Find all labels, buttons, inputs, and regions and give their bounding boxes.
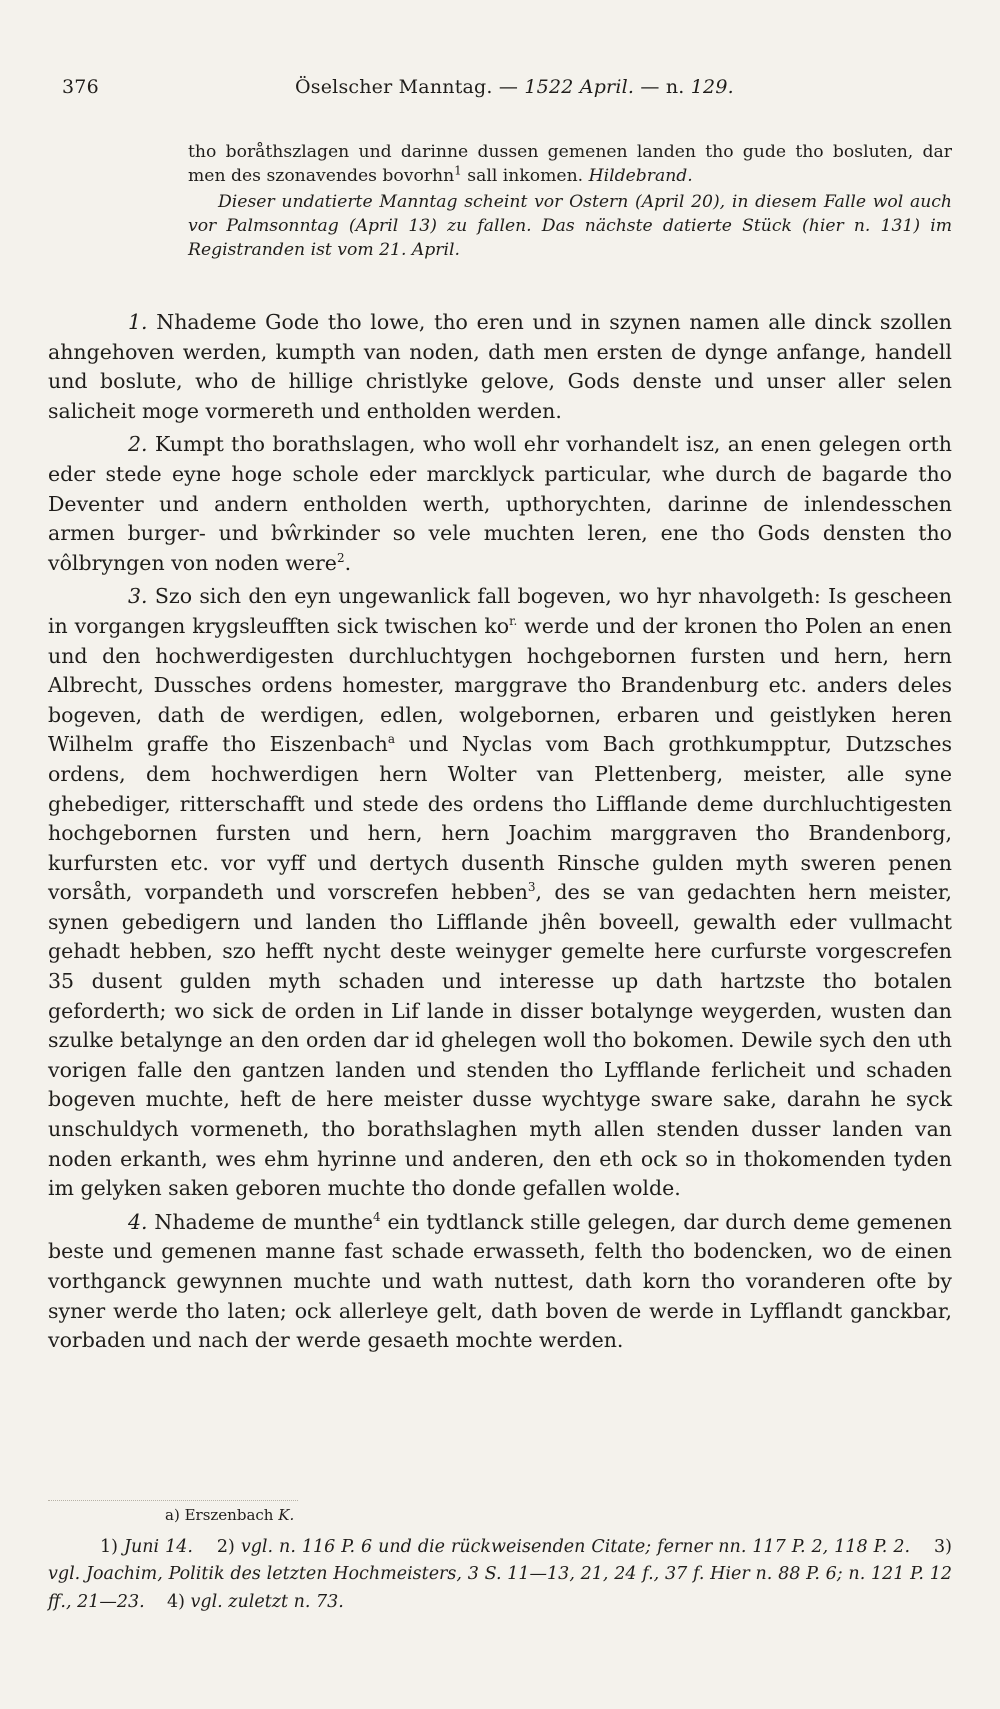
article-3: 3. Szo sich den eyn ungewanlick fall bogeven, wo hyr nhavolgeth: Is gescheen in vorgangen krygsleufften sick twischen $ko^{r.}$ werde und der kronen tho Polen an enen und den hochwerdigesten durchluchtygen hochgebornen fursten und hern, hern Albrecht, Dussches ordens homester, marggrave tho Brandenburg etc. anders deles bogeven, dath de werdigen, edlen, wolgebornen, erbaren und geistlyken heren Wilhelm graffe tho Eiszenbach$^a$ und Nyclas vom Bach grothkumpptur, Dutzsches ordens, dem hochwerdigen hern Wolter van Plettenberg, meister, alle syne ghebediger, ritterschafft und stede des ordens tho Lifflande deme durchluchtigesten hochgebornen fursten und hern, hern Joachim marggraven tho Brandenborg, kurfursten etc. vor vyff und dertych dusenth Rinsche gulden myth sweren penen vorsåth, vorpandeth und vorscrefen hebben$^3$, des se van gedachten hern meister, synen gebedigern und landen tho Lifflande jhên boveell, gewalth eder vullmacht gehadt hebben, szo hefft nycht deste weinyger gemelte here curfurste vorgescrefen 35 dusent gulden myth schaden und interesse up dath hartzste tho botalen geforderth; wo sick de orden in Lif lande in disser botalynge weygerden, wusten dan szulke betalynge an den orden dar id ghelegen woll tho bokomen. Dewile sych den uth vorigen falle den gantzen landen und stenden tho Lyfflande ferlicheit und schaden bogeven muchte, heft de here meister dusse wychtyge sware sake, darahn he syck unschuldych vormeneth, tho borathslaghen myth allen stenden dusser landen van noden erkanth, wes ehm hyrinne und anderen, den eth ock so in thokomenden tyden im gelyken saken geboren muchte tho donde gefallen wolde. bbox=[48, 584, 953, 1201]
doc-number: n. 129. bbox=[665, 76, 734, 98]
footnote-mark: 2) bbox=[216, 1537, 235, 1557]
article-number: 4. bbox=[128, 1209, 148, 1234]
footnote-mark: 4) bbox=[166, 1591, 185, 1612]
footnote-separator bbox=[48, 1500, 298, 1501]
source-title: Öselscher Manntag. bbox=[295, 76, 493, 98]
article-1: 1. Nhademe Gode tho lowe, tho eren und in szynen namen alle dinck szollen ahngehoven werden, kumpth van noden, dath men ersten de dynge anfange, handell und boslute, who de hillige christlyke gelove, Gods denste und unser aller selen salicheit moge vormereth und entholden werden. bbox=[48, 310, 952, 423]
intro-paragraph: tho boråthszlagen und darinne dussen gemenen landen tho gude tho bosluten, dar men des szonavendes bovorhn$^1$ sall inkomen. Hildebrand. bbox=[188, 142, 952, 186]
footnote-mark: 3) bbox=[933, 1537, 952, 1557]
intro-block bbox=[188, 140, 952, 262]
footnotes bbox=[48, 1534, 952, 1616]
footnote-list: 1) Juni 14. 2) vgl. n. 116 P. 6 und die rückweisenden Citate; ferner nn. 117 P. 2, 118 P. 2. 3) vgl. Joachim, Politik des letzten Hochmeisters, 3 S. 11—13, 21, 24 f., 37 f. Hier n. 88 P. 6; n. 121 P. 12 ff., 21—23. 4) vgl. zuletzt n. 73. bbox=[48, 1537, 952, 1612]
footnote-a: a) Erszenbach K. bbox=[165, 1506, 295, 1524]
page-number: 376 bbox=[62, 76, 99, 98]
article-number: 1. bbox=[128, 310, 148, 334]
main-text bbox=[48, 308, 952, 1360]
article-number: 2. bbox=[128, 432, 148, 457]
archive-name: Hildebrand. bbox=[588, 166, 693, 186]
article-4: 4. Nhademe de munthe$^4$ ein tydtlanck stille gelegen, dar durch deme gemenen beste und gemenen manne fast schade erwasseth, felth tho bodencken, wo de einen vorthganck gewynnen muchte und wath nuttest, dath korn tho voranderen ofte by syner werde tho laten; ock allerleye gelt, dath boven de werde in Lyfflandt ganckbar, vorbaden und nach der werde gesaeth mochte werden. bbox=[48, 1209, 952, 1353]
article-number: 3. bbox=[128, 584, 148, 609]
article-2: 2. Kumpt tho borathslagen, who woll ehr vorhandelt isz, an enen gelegen orth eder stede eyne hoge schole eder marcklyck particular, whe durch de bagarde tho Deventer und andern entholden werth, upthorychten, darinne de inlendesschen armen burger- und bŵrkinder so vele muchten leren, ene tho Gods densten tho vôlbryngen von noden were$^2$. bbox=[48, 432, 952, 575]
running-title: Öselscher Manntag. — 1522 April. — n. 129. bbox=[295, 76, 734, 98]
header-date: 1522 April. bbox=[524, 76, 635, 98]
footnote-mark: 1) bbox=[100, 1537, 118, 1557]
editorial-note: Dieser undatierte Manntag scheint vor Ostern (April 20), in diesem Falle wol auch vor Palmsonntag (April 13) zu fallen. Das nächste datierte Stück (hier n. 131) im Registranden ist vom 21. April. bbox=[188, 192, 952, 260]
